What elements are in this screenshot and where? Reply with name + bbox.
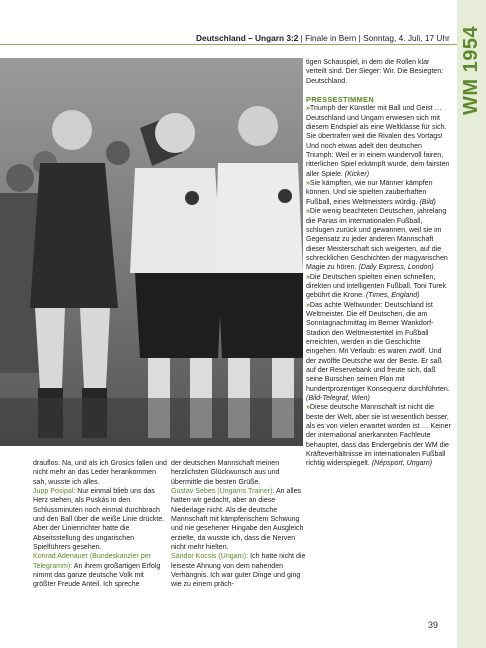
speaker-name: Konrad Adenauer (Bundeskanzler per Telegramm): <box>33 553 151 570</box>
header-rule <box>0 44 457 45</box>
press-quote: »Sie kämpften, wie nur Männer kämpfen können. Und sie spielten zauberhaften Fußball, eines Weltmeisters würdig. (Bild) <box>306 180 436 206</box>
paragraph: der deutschen Mannschaft meinen herzlichsten Glückwunsch aus und übermittle die besten Grüße. <box>171 460 280 486</box>
paragraph: Konrad Adenauer (Bundeskanzler per Telegramm): An ihrem großartigen Erfolg nimmt das ganze deutsche Volk mit größter Freude Anteil. Ich spreche <box>33 553 161 589</box>
page-header <box>196 33 452 43</box>
quote-mark-icon: » <box>306 404 310 412</box>
right-column <box>306 58 451 469</box>
speaker-name: Sándor Kocsis (Ungarn): <box>171 553 249 561</box>
quote-mark-icon: » <box>306 180 310 188</box>
paragraph: Sándor Kocsis (Ungarn): Ich hatte nicht die leiseste Ahnung von dem nahenden Verhängnis. Ich war guter Dinge und ging wie zu einem präch- <box>171 553 306 589</box>
paragraph: Gustav Sebes (Ungarns Trainer): An alles hatten wir gedacht, aber an diese Niederlage nicht. Als die deutsche Mannschaft mit kämpferischem Schwung und nie gesehener Hingabe den Ausgleich erzielte, da wusste ich, dass die Nerven nicht mehr hielten. <box>171 488 304 552</box>
chapter-sidebar <box>457 0 486 648</box>
press-quote: »Die wenig beachteten Deutschen, jahrelang die Parias im internationalen Fußball, schlugen zurück und gewannen, weil sie im Gegensatz zu jeder anderen Mannschaft dieser Meisterschaft sich weigerten, auf die schrecklichen Geschichten der magyarischen Magie zu hören. (Daily Express, London) <box>306 208 448 272</box>
bottom-column-2 <box>171 459 306 590</box>
quote-mark-icon: » <box>306 105 310 113</box>
paragraph: drauflos. Na, und als ich Grosics fallen und nicht mehr an das Leder herankommen sah, wusste ich alles. <box>33 460 167 486</box>
team-photo <box>0 58 303 446</box>
speaker-name: Gustav Sebes (Ungarns Trainer): <box>171 488 275 496</box>
right-column-intro: tigen Schauspiel, in dem die Rollen klar verteilt sind. Der Sieger: Wir. Die Besiegten: Deutschland. <box>306 59 444 85</box>
photo-illustration <box>0 58 303 446</box>
paragraph: Jupp Posipal: Nur einmal blieb uns das Herz stehen, als Puskás in den Schlussminuten noch einmal durchbrach und den Ball über die weiße Linie drückte. Aber der Linienrichter hatte die Abseitsstellung des ungarischen Spielführers gesehen. <box>33 488 165 552</box>
bottom-column-1 <box>33 459 168 590</box>
quote-mark-icon: » <box>306 301 310 309</box>
quote-mark-icon: » <box>306 273 310 281</box>
header-match: Deutschland – Ungarn 3:2 <box>196 33 299 43</box>
press-quote: »Triumph der Künstler mit Ball und Geist … Deutschland und Ungarn erwiesen sich mit diesem Endspiel als eine Weltklasse für sich. Sie übertrafen weit die Rivalen des Vortags! Und noch etwas adelt den deutschen Triumph: Weil er in einem wundervoll fairen, ritterlichen Spiel erkämpft wurde, dem fairsten aller Spiele. (Kicker) <box>306 105 450 178</box>
press-heading: PRESSESTIMMEN <box>306 95 374 105</box>
press-quote: »Die Deutschen spielten einen schnellen, direkten und intelligenten Fußball. Toni Turek gebührt die Krone. (Times, England) <box>306 273 447 300</box>
chapter-title: WM 1954 <box>460 25 482 115</box>
press-quote: »Diese deutsche Mannschaft ist nicht die beste der Welt, aber sie ist wesentlich besser, als es von vielen erwartet worden ist … Keiner der international anerkannten Fachleute behauptet, dass das Endergebnis der WM die Kräfteverhältnisse im internationalen Fußball richtig widerspiegelt. (Népsport, Ungarn) <box>306 404 451 468</box>
page-number: 39 <box>428 620 439 630</box>
header-details: | Finale in Bern | Sonntag, 4. Juli, 17 Uhr <box>298 33 450 43</box>
press-quote: »Das achte Weltwunder: Deutschland ist Weltmeister. Die elf Deutschen, die am Sonntagnachmittag im Berner Wankdorf-Stadion den Weltmeistertitel im Fußball erreichten, werden in die Geschichte eingehen. Mit Verlaub: es waren zwölf. Und der zwölfte Deutsche war der Beste. Er saß auf der Reservebank und freute sich, daß seine Burschen seinen Plan mit hundertprozentiger Konsequenz durchführten. (Bild-Telegraf, Wien) <box>306 301 450 403</box>
speaker-name: Jupp Posipal: <box>33 488 76 496</box>
quote-mark-icon: » <box>306 208 310 216</box>
